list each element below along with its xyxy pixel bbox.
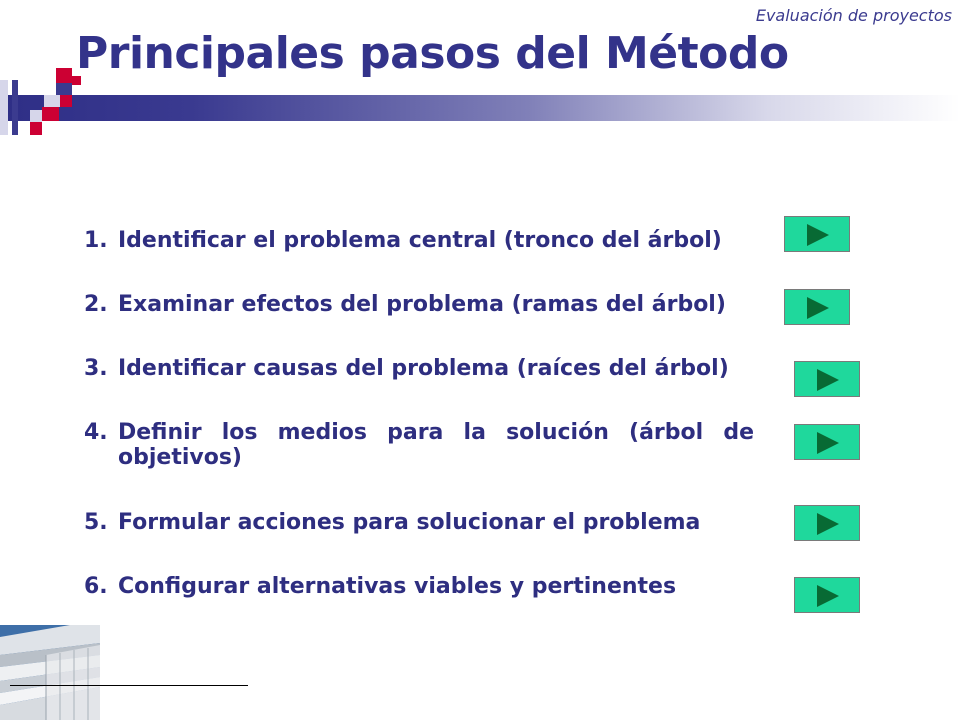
deco-square — [30, 122, 42, 135]
play-arrow-icon — [817, 513, 839, 535]
step-text: Formular acciones para solucionar el problema — [118, 510, 701, 535]
go-to-step-6-button[interactable] — [794, 577, 860, 613]
step-item — [84, 228, 754, 253]
go-to-step-1-button[interactable] — [784, 216, 850, 252]
go-to-step-5-button[interactable] — [794, 505, 860, 541]
deco-square — [12, 80, 18, 135]
go-to-step-4-button[interactable] — [794, 424, 860, 460]
play-arrow-icon — [817, 432, 839, 454]
step-number: 6. — [84, 574, 108, 599]
play-arrow-icon — [807, 224, 829, 246]
deco-square — [30, 110, 42, 122]
deco-square — [60, 95, 72, 107]
title-bar — [0, 95, 960, 121]
header-tag: Evaluación de proyectos — [755, 6, 952, 25]
deco-square — [44, 95, 60, 107]
deco-square — [56, 68, 72, 83]
step-number: 4. — [84, 420, 108, 445]
deco-square — [42, 107, 59, 121]
go-to-step-2-button[interactable] — [784, 289, 850, 325]
building-corner-image — [0, 625, 100, 720]
step-text: Definir los medios para la solución (árbol de objetivos) — [118, 420, 754, 470]
play-arrow-icon — [817, 585, 839, 607]
deco-square — [0, 80, 8, 135]
step-number: 2. — [84, 292, 108, 317]
play-arrow-icon — [817, 369, 839, 391]
step-text: Identificar causas del problema (raíces del árbol) — [118, 356, 729, 381]
step-number: 1. — [84, 228, 108, 253]
step-item — [84, 574, 754, 599]
step-item — [84, 292, 754, 317]
step-item — [84, 356, 754, 381]
step-item — [84, 420, 754, 470]
deco-square — [56, 83, 72, 95]
go-to-step-3-button[interactable] — [794, 361, 860, 397]
play-arrow-icon — [807, 297, 829, 319]
step-item — [84, 510, 754, 535]
page-title: Principales pasos del Método — [76, 28, 789, 79]
step-text: Examinar efectos del problema (ramas del árbol) — [118, 292, 726, 317]
step-number: 3. — [84, 356, 108, 381]
step-text: Configurar alternativas viables y pertinentes — [118, 574, 677, 599]
step-text: Identificar el problema central (tronco del árbol) — [118, 228, 722, 253]
footer-divider — [10, 685, 248, 686]
step-number: 5. — [84, 510, 108, 535]
